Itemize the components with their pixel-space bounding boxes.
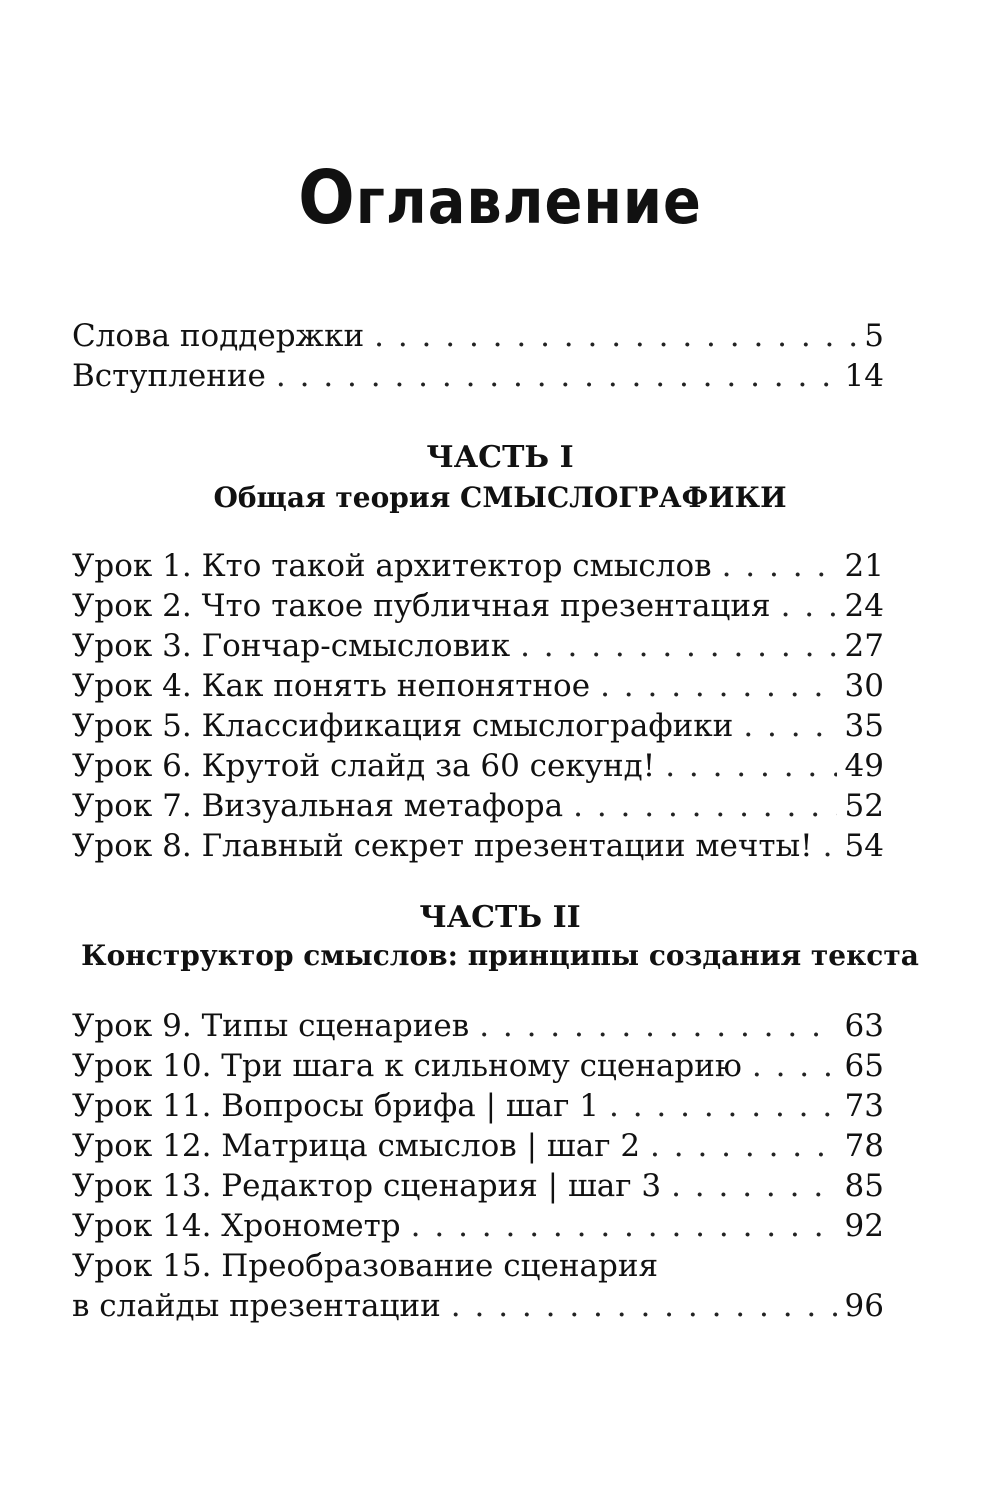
toc-entry-label: Урок 2. Что такое публичная презентация [72,588,771,624]
toc-page-number: 30 [844,668,884,704]
part1-subtitle: Общая теория СМЫСЛОГРАФИКИ [213,481,787,514]
toc-page-number: 65 [844,1048,884,1084]
dot-leader [411,1206,837,1246]
toc-entry-lesson-15-line1[interactable]: Урок 15. Преобразование сценария [72,1248,659,1284]
dot-leader [823,826,837,866]
toc-entry-label: Урок 1. Кто такой архитектор смыслов [72,548,712,584]
dot-leader [671,1166,836,1206]
toc-page-number: 52 [844,788,884,824]
toc-page-number: 5 [864,318,884,354]
toc-entry-label: Урок 14. Хронометр [72,1208,401,1244]
toc-page-number: 96 [844,1288,884,1324]
toc-entry-intro[interactable] [72,356,884,396]
page-title: Оглавление [298,155,702,241]
dot-leader [665,746,836,786]
toc-entry-label: Урок 12. Матрица смыслов | шаг 2 [72,1128,641,1164]
toc-entry-lesson-7[interactable] [72,786,884,826]
toc-entry-lesson-15[interactable] [72,1286,884,1326]
dot-leader [374,316,856,356]
toc-page-number: 92 [844,1208,884,1244]
toc-entry-lesson-5[interactable] [72,706,884,746]
toc-page-number: 35 [844,708,884,744]
dot-leader [479,1006,836,1046]
toc-page-number: 78 [844,1128,884,1164]
toc-entry-lesson-6[interactable] [72,746,884,786]
toc-entry-lesson-1[interactable] [72,546,884,586]
toc-entry-label: Вступление [72,358,266,394]
toc-page-number: 27 [844,628,884,664]
toc-entry-lesson-8[interactable] [72,826,884,866]
toc-page-number: 14 [844,358,884,394]
toc-entry-lesson-9[interactable] [72,1006,884,1046]
toc-entry-label: Урок 13. Редактор сценария | шаг 3 [72,1168,662,1204]
toc-page-number: 24 [844,588,884,624]
toc-entry-label: Урок 7. Визуальная метафора [72,788,564,824]
toc-entry-lesson-11[interactable] [72,1086,884,1126]
toc-entry-label: в слайды презентации [72,1288,441,1324]
toc-entry-lesson-13[interactable] [72,1166,884,1206]
toc-entry-label: Урок 8. Главный секрет презентации мечты! [72,828,813,864]
toc-entry-lesson-14[interactable] [72,1206,884,1246]
toc-entry-label: Урок 11. Вопросы брифа | шаг 1 [72,1088,599,1124]
toc-entry-lesson-4[interactable] [72,666,884,706]
dot-leader [650,1126,837,1166]
dot-leader [451,1286,837,1326]
dot-leader [752,1046,837,1086]
toc-entry-label: Урок 9. Типы сценариев [72,1008,470,1044]
toc-entry-support[interactable] [72,316,884,356]
dot-leader [722,546,837,586]
toc-page-number: 21 [844,548,884,584]
toc-entry-lesson-12[interactable] [72,1126,884,1166]
toc-entry-label: Урок 3. Гончар-смысловик [72,628,511,664]
toc-entry-lesson-2[interactable] [72,586,884,626]
toc-entry-lesson-3[interactable] [72,626,884,666]
toc-entry-label: Слова поддержки [72,318,365,354]
toc-entry-label: Урок 5. Классификация смыслографики [72,708,734,744]
part1-heading: ЧАСТЬ I [426,440,574,475]
dot-leader [520,626,836,666]
toc-page-number: 54 [844,828,884,864]
toc-page-number: 73 [844,1088,884,1124]
dot-leader [609,1086,837,1126]
toc-page-number: 85 [844,1168,884,1204]
toc-entry-lesson-10[interactable] [72,1046,884,1086]
dot-leader [781,586,837,626]
toc-page-number: 63 [844,1008,884,1044]
toc-entry-label: Урок 6. Крутой слайд за 60 секунд! [72,748,656,784]
toc-page-number: 49 [844,748,884,784]
part2-heading: ЧАСТЬ II [419,900,581,935]
part2-subtitle: Конструктор смыслов: принципы создания текста [81,939,919,972]
toc-entry-label: Урок 10. Три шага к сильному сценарию [72,1048,742,1084]
dot-leader [276,356,837,396]
toc-entry-label: Урок 4. Как понять непонятное [72,668,591,704]
dot-leader [573,786,836,826]
dot-leader [743,706,836,746]
dot-leader [600,666,836,706]
